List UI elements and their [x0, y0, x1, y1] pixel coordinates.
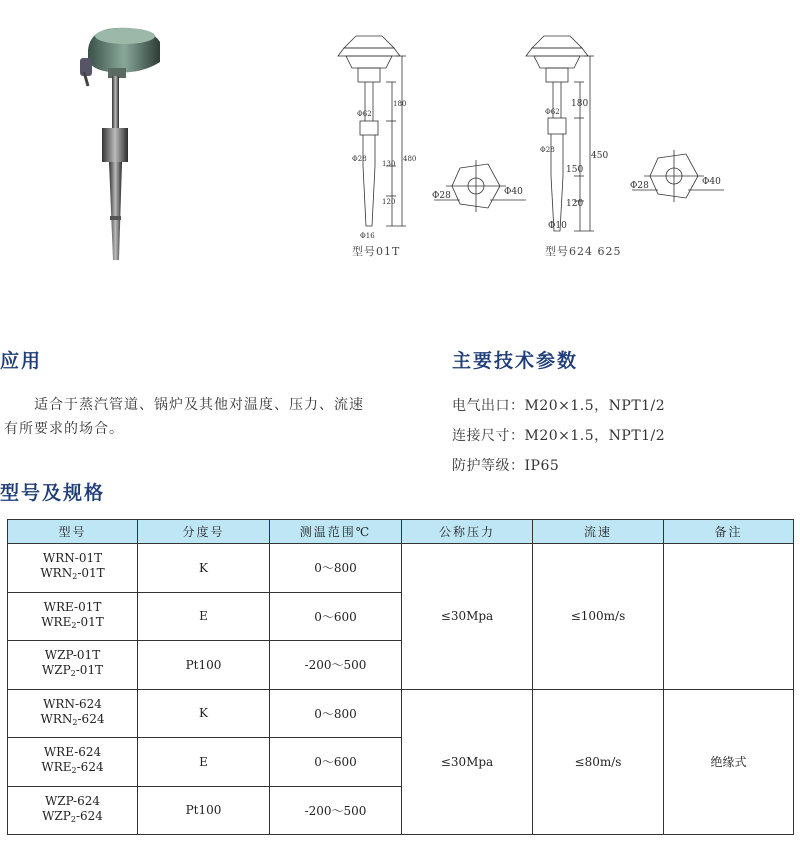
- model-cell: [8, 592, 138, 641]
- model-prefix: WRN: [40, 566, 73, 581]
- application-text: 适合于蒸汽管道、锅炉及其他对温度、压力、流速有所要求的场合。: [4, 397, 364, 437]
- sec1-dim-phi28: Φ28: [432, 191, 451, 201]
- model-name: WRE-01T: [43, 599, 102, 614]
- drawing-01t: [330, 26, 420, 262]
- model-cell: [8, 689, 138, 738]
- range-cell: 0～800: [270, 689, 402, 738]
- sec1-dim-phi40: Φ40: [504, 187, 523, 197]
- model-name-alt: [8, 809, 137, 827]
- model-name: WRN-624: [43, 696, 102, 711]
- pressure-cell-group1: ≤30Mpa: [402, 544, 533, 690]
- d2-dim-120: 120: [566, 199, 584, 209]
- d2-dim-phi10: Φ10: [548, 221, 567, 231]
- model-prefix: WRE: [41, 760, 72, 775]
- col-header-graduation: 分度号: [138, 520, 270, 544]
- table-header-row: [8, 520, 794, 544]
- d2-dim-phi28: Φ28: [540, 146, 555, 154]
- thermocouple-photo: [70, 20, 180, 270]
- model-suffix: -624: [77, 711, 105, 726]
- spec-heading: 型号及规格: [0, 482, 106, 504]
- model-name-alt: [8, 663, 137, 681]
- tech-params-list: [452, 391, 665, 481]
- d1-dim-130: 130: [382, 160, 396, 168]
- d2-dim-450: 450: [591, 151, 609, 161]
- flow-cell-group1: ≤100m/s: [533, 544, 664, 690]
- sec2-dim-phi40: Φ40: [702, 177, 721, 187]
- col-header-pressure: 公称压力: [402, 520, 533, 544]
- d2-dim-150: 150: [566, 165, 584, 175]
- model-suffix: -01T: [76, 614, 104, 629]
- spec-table: [7, 519, 794, 835]
- graduation-cell: E: [138, 738, 270, 787]
- pressure-cell-group2: ≤30Mpa: [402, 689, 533, 835]
- model-subscript: 2: [70, 669, 76, 679]
- range-cell: -200～500: [270, 786, 402, 835]
- note-cell-group1: [664, 544, 794, 690]
- model-name-alt: [8, 615, 137, 633]
- d2-dim-phi62: Φ62: [545, 108, 560, 116]
- d1-dim-phi62: Φ62: [357, 110, 372, 118]
- application-heading: 应用: [0, 350, 43, 372]
- model-suffix: -01T: [75, 663, 104, 678]
- col-header-range: 测温范围℃: [270, 520, 402, 544]
- model-name-alt: [8, 712, 137, 730]
- tech-param-electrical-outlet: 电气出口：M20×1.5，NPT1/2: [452, 398, 666, 414]
- d1-dim-phi28: Φ28: [352, 155, 367, 163]
- model-cell: [8, 544, 138, 593]
- col-header-model: 型号: [8, 520, 138, 544]
- tech-params-heading: 主要技术参数: [452, 350, 579, 372]
- model-subscript: 2: [71, 766, 77, 776]
- model-name: WRE-624: [43, 745, 102, 760]
- table-row: [8, 544, 794, 593]
- table-row: [8, 689, 794, 738]
- model-name-alt: [8, 760, 137, 778]
- flow-cell-group2: ≤80m/s: [533, 689, 664, 835]
- model-prefix: WZP: [42, 808, 71, 823]
- tech-param-protection-level: 防护等级：IP65: [452, 458, 560, 474]
- d2-dim-180: 180: [571, 99, 589, 109]
- d1-dim-180: 180: [393, 100, 407, 108]
- model-cell: [8, 786, 138, 835]
- model-subscript: 2: [71, 620, 77, 630]
- range-cell: 0～600: [270, 592, 402, 641]
- model-name: WZP-624: [44, 793, 101, 808]
- model-suffix: -624: [76, 760, 104, 775]
- d1-dim-phi16: Φ16: [360, 232, 375, 240]
- model-name: WRN-01T: [42, 551, 103, 566]
- d1-dim-120: 120: [382, 198, 396, 206]
- range-cell: 0～600: [270, 738, 402, 787]
- col-header-flow: 流速: [533, 520, 664, 544]
- note-cell-group2: 绝缘式: [664, 689, 794, 835]
- model-prefix: WZP: [41, 663, 71, 678]
- range-cell: -200～500: [270, 641, 402, 690]
- tech-param-connection-size: 连接尺寸：M20×1.5，NPT1/2: [452, 428, 666, 444]
- model-prefix: WRE: [41, 614, 72, 629]
- sec2-dim-phi28: Φ28: [630, 181, 649, 191]
- model-cell: [8, 738, 138, 787]
- section-view-2: [628, 146, 728, 206]
- d1-dim-480: 480: [403, 155, 417, 163]
- model-prefix: WRN: [40, 711, 73, 726]
- caption-624: 型号624 625: [545, 245, 622, 258]
- model-subscript: 2: [70, 814, 76, 824]
- graduation-cell: Pt100: [138, 641, 270, 690]
- model-suffix: -624: [75, 808, 103, 823]
- model-name: WZP-01T: [44, 648, 101, 663]
- graduation-cell: K: [138, 544, 270, 593]
- model-subscript: 2: [72, 717, 78, 727]
- range-cell: 0～800: [270, 544, 402, 593]
- col-header-note: 备注: [664, 520, 794, 544]
- model-suffix: -01T: [77, 566, 105, 581]
- graduation-cell: E: [138, 592, 270, 641]
- model-name-alt: [8, 566, 137, 584]
- model-cell: [8, 641, 138, 690]
- model-subscript: 2: [72, 572, 78, 582]
- caption-01t: 型号01T: [352, 245, 401, 258]
- section-view-1: [430, 150, 530, 220]
- drawing-624: [518, 26, 618, 262]
- graduation-cell: Pt100: [138, 786, 270, 835]
- graduation-cell: K: [138, 689, 270, 738]
